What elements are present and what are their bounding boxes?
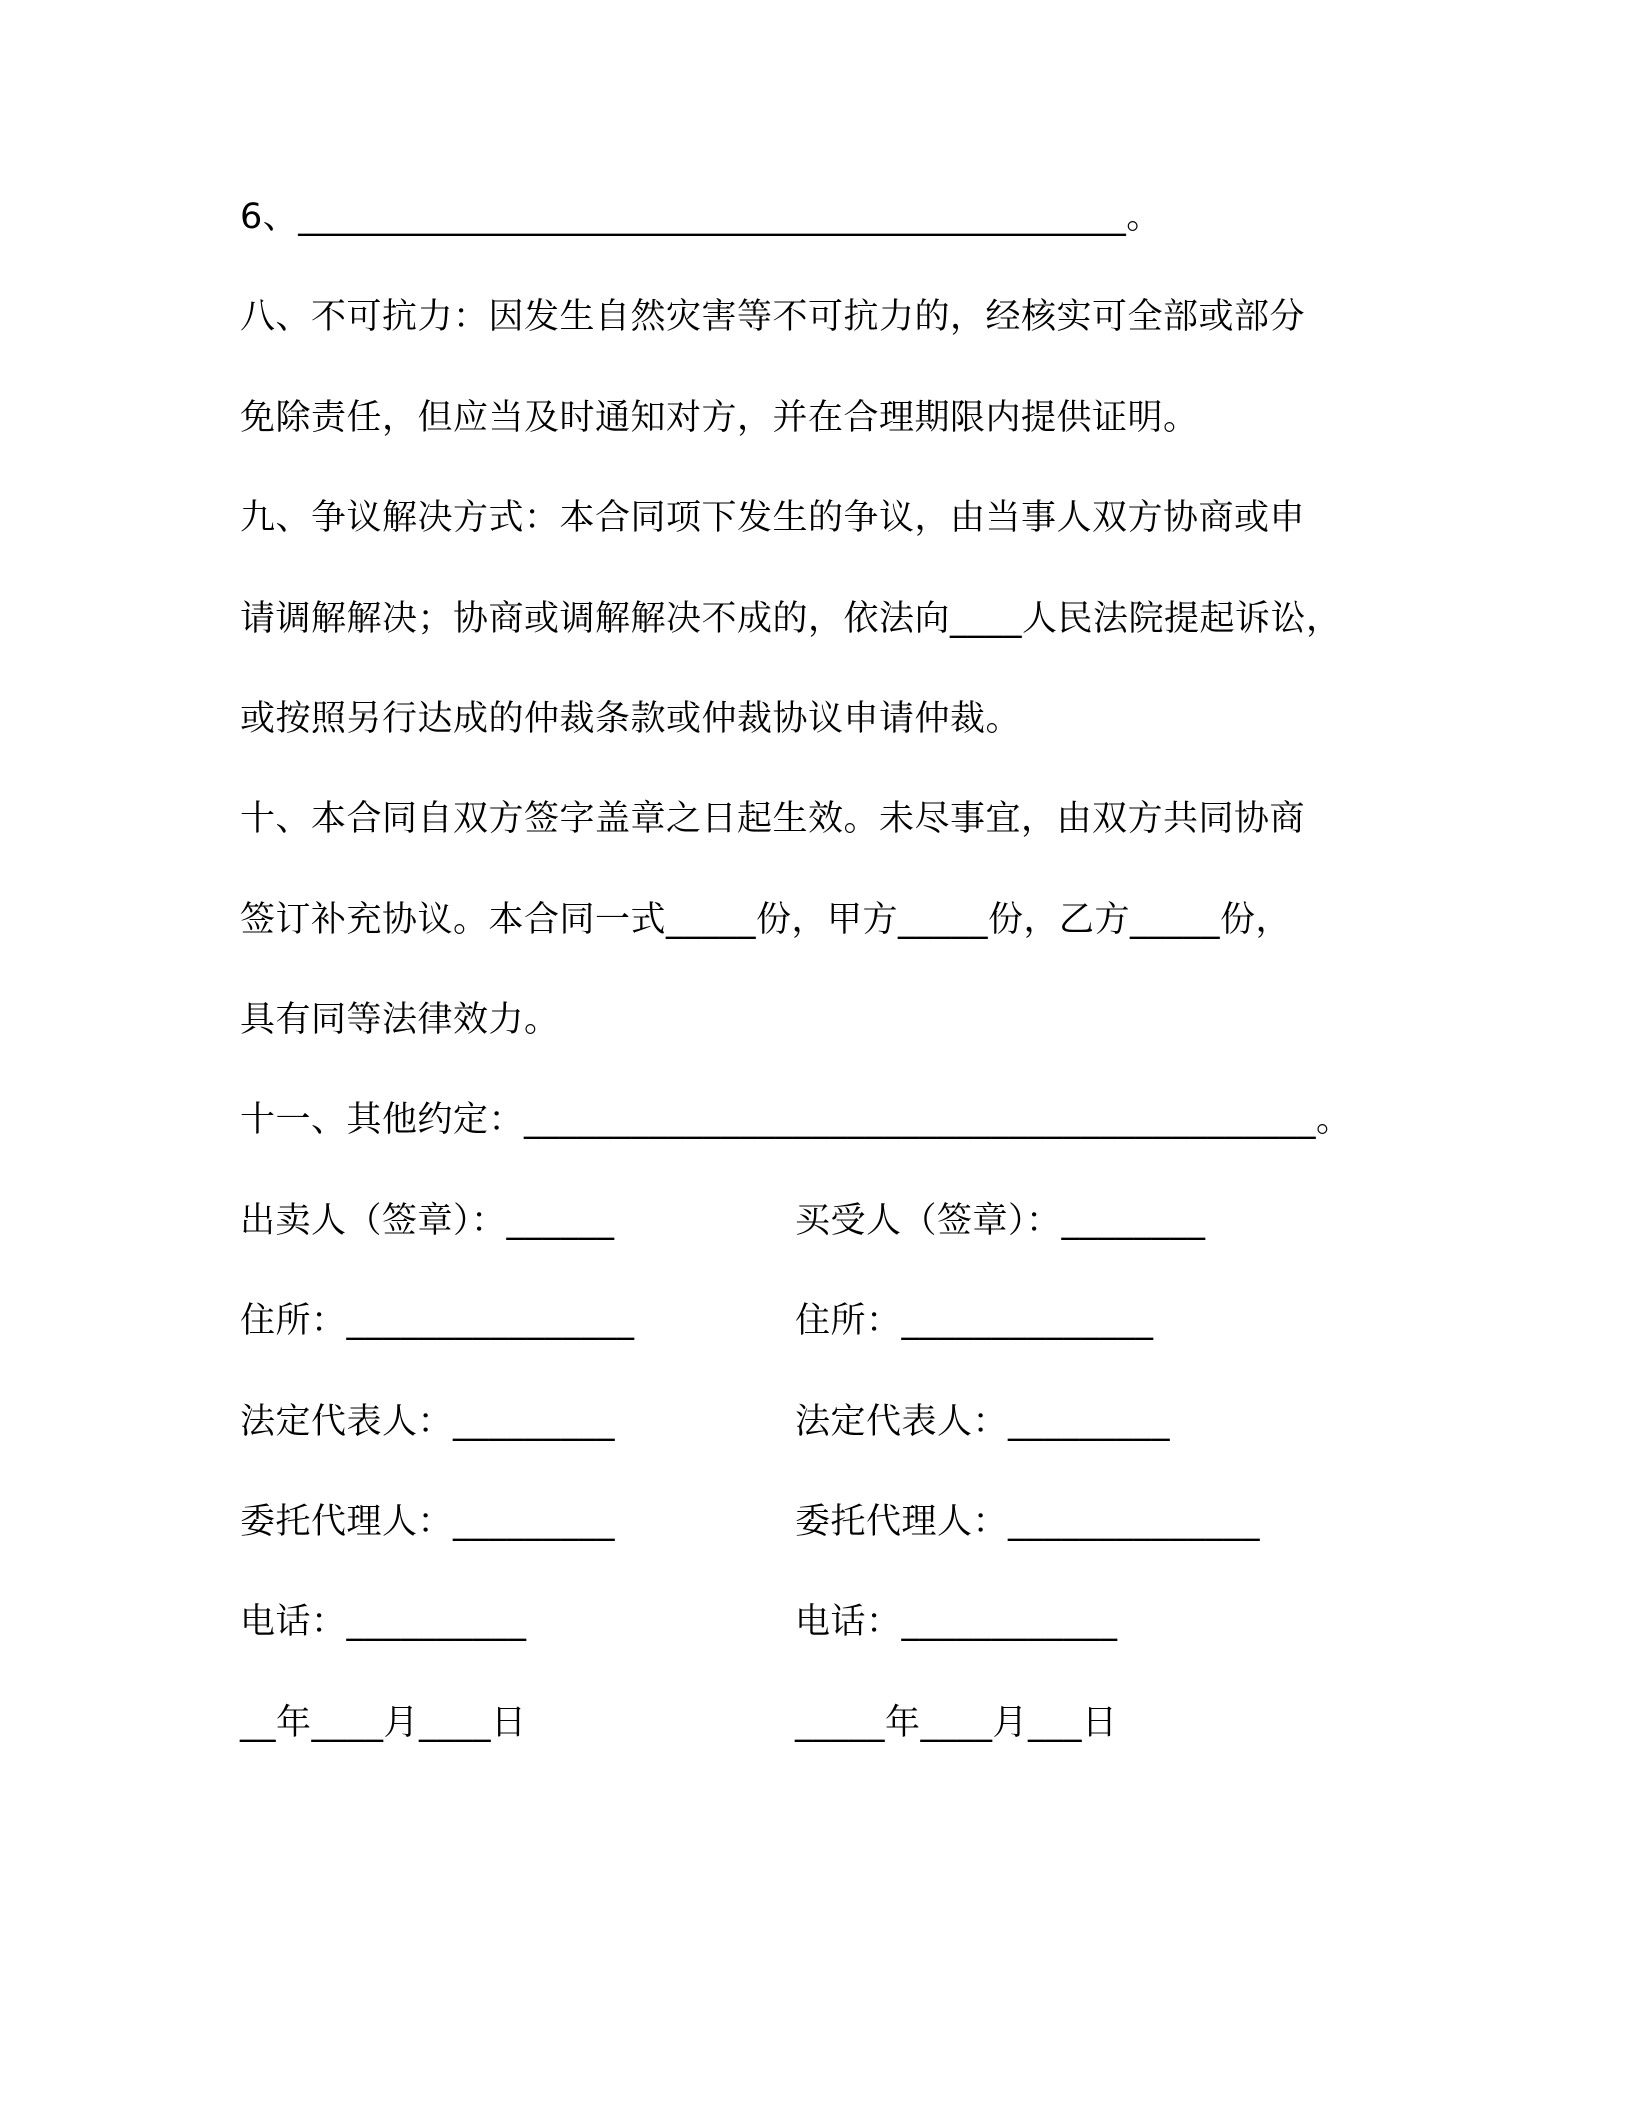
clause-11-line: 十一、其他约定：____________________________________________。 [240,1100,1352,1140]
clause-10-line-3: 具有同等法律效力。 [240,1000,560,1040]
seller-agent: 委托代理人：_________ [240,1502,616,1542]
clause-9-line-2: 请调解解决；协商或调解解决不成的，依法向____人民法院提起诉讼， [240,599,1342,639]
clause-10-line-1: 十、本合同自双方签字盖章之日起生效。未尽事宜，由双方共同协商 [240,799,1306,839]
buyer-agent: 委托代理人：______________ [795,1502,1261,1542]
seller-date: __年____月____日 [240,1703,527,1743]
clause-8-line-1: 八、不可抗力：因发生自然灾害等不可抗力的，经核实可全部或部分 [240,297,1306,337]
clause-8-line-2: 免除责任，但应当及时通知对方，并在合理期限内提供证明。 [240,398,1199,438]
buyer-phone: 电话：____________ [795,1602,1118,1642]
buyer-signature: 买受人（签章）：________ [795,1201,1206,1241]
clause-9-line-3: 或按照另行达成的仲裁条款或仲裁协议申请仲裁。 [240,699,1022,739]
seller-phone: 电话：__________ [240,1602,527,1642]
clause-9-line-1: 九、争议解决方式：本合同项下发生的争议，由当事人双方协商或申 [240,498,1306,538]
seller-signature: 出卖人（签章）：______ [240,1201,615,1241]
buyer-address: 住所：______________ [795,1301,1154,1341]
buyer-date: _____年____月___日 [795,1703,1118,1743]
seller-legal-representative: 法定代表人：_________ [240,1402,616,1442]
clause-6-line: 6、______________________________________________。 [240,197,1162,237]
buyer-legal-representative: 法定代表人：_________ [795,1402,1171,1442]
clause-10-line-2: 签订补充协议。本合同一式_____份，甲方_____份，乙方_____份， [240,900,1292,940]
seller-address: 住所：________________ [240,1301,635,1341]
